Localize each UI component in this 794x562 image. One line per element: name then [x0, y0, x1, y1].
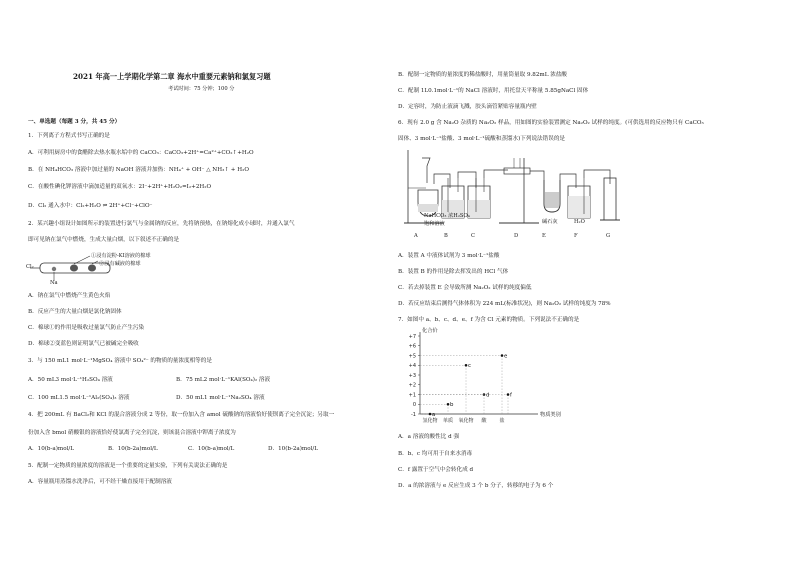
- y-tick-label: +1: [408, 392, 416, 399]
- q6-option-b: B．装置 B 的作用是除去挥发出的 HCl 气体: [398, 269, 509, 275]
- q6-fig-reagent4: H₂O: [574, 219, 585, 225]
- q2-option-d: D．棉球②变蓝色则证明氯气已被碱完全吸收: [28, 341, 139, 347]
- x-category-label: 单质: [442, 418, 454, 424]
- q3-option-d: D．50 mL1 mol·L⁻¹Na₂SO₄ 溶液: [176, 395, 265, 401]
- q4-option-d: D．10(b-2a)mol/L: [268, 446, 318, 452]
- fig-letter-c: C: [471, 233, 475, 239]
- q1-option-d: D．Cl₂ 通入水中：Cl₂+H₂O ⇌ 2H⁺+Cl⁻+ClO⁻: [28, 203, 153, 209]
- point-label-d: d: [486, 392, 490, 399]
- q7-option-d: D．a 的浓溶液与 e 反应生成 3 个 b 分子，转移的电子为 6 个: [398, 483, 554, 489]
- y-axis-label: 化合价: [422, 328, 438, 334]
- q6-fig-reagent1: NaHCO₃ 浓H₂SO₄: [424, 213, 470, 219]
- fig-letter-d: D: [514, 233, 519, 239]
- y-tick-label: 0: [412, 402, 416, 409]
- y-tick-label: -1: [411, 411, 416, 418]
- point-label-a: a: [432, 411, 436, 418]
- q1-option-b: B．在 NH₄HCO₃ 溶液中加过量的 NaOH 溶液并加热：NH₄⁺ + OH⁻ △ NH₃↑ + H₂O: [28, 167, 249, 173]
- point-a: [429, 413, 432, 416]
- q2-fig-label1: ①浸有淀粉-KI溶液的棉球: [91, 253, 151, 259]
- apparatus-c: [468, 178, 490, 218]
- q6-stem-2: 固体、3 mol·L⁻¹盐酸、3 mol·L⁻¹硫酸和蒸馏水)下列说法错误的是: [398, 136, 566, 142]
- q2-stem-1: 2．某兴趣小组设计如图所示的装置进行氯气与金属钠的反应，先将钠预热，在钠熔化成小球时，并通入氯气: [28, 221, 295, 227]
- point-c: [465, 364, 468, 367]
- cotton-ball-1: [70, 265, 78, 272]
- q3-stem: 3．与 150 mL1 mol·L⁻¹MgSO₄ 溶液中 SO₄²⁻ 的物质的量浓度相等的是: [28, 358, 212, 364]
- apparatus-d: [499, 158, 539, 223]
- apparatus-f: [568, 178, 590, 218]
- q4-option-b: B．10(b-2a)mol/L: [108, 446, 158, 452]
- q4-option-c: C．10(b-a)mol/L: [188, 446, 235, 452]
- q7-stem: 7．如图中 a、b、c、d、e、f 为含 Cl 元素的物质。下列说法不正确的是: [398, 317, 580, 323]
- q5-option-c: C．配制 1L0.1mol·L⁻¹的 NaCl 溶液时，用托盘天平称量 5.85gNaCl 固体: [398, 88, 589, 94]
- q6-option-a: A．装置 A 中液体试剂为 3 mol·L⁻¹盐酸: [398, 253, 500, 259]
- y-tick-label: +2: [408, 382, 416, 389]
- q2-stem-2: 即可见钠在氯气中燃烧，生成大量白烟，以下叙述不正确的是: [28, 237, 180, 243]
- section-heading: 一、单选题（每题 3 分，共 45 分）: [28, 119, 121, 125]
- q5-stem: 5．配制一定物质的量浓度的溶液是一个重要的定量实验，下列有关说法正确的是: [28, 463, 228, 469]
- label2-pointer: [92, 261, 98, 264]
- q4-stem-2: 份加入含 bmol 硝酸银的溶液恰好使氯离子完全沉淀，则该混合溶液中钾离子浓度为: [28, 430, 236, 436]
- page-title: 2021 年高一上学期化学第二章 海水中重要元素钠和氯复习题: [73, 72, 271, 81]
- y-tick-label: +4: [408, 363, 416, 370]
- apparatus-e: [544, 180, 560, 212]
- y-tick-label: +3: [408, 372, 416, 379]
- point-f: [507, 392, 512, 399]
- point-label-b: b: [450, 402, 454, 409]
- x-category-label: 盐: [499, 418, 505, 424]
- q7-option-b: B．b、c 均可用于自来水消毒: [398, 451, 473, 457]
- q2-option-b: B．反应产生的大量白烟是氯化钠固体: [28, 309, 122, 315]
- q2-option-a: A．钠在氯气中燃烧产生黄色火焰: [28, 293, 111, 299]
- q6-option-c: C．若去掉装置 E 会导致所测 Na₂O₂ 试样的纯度偏低: [398, 285, 532, 291]
- q4-stem-1: 4．把 200mL 有 BaCl₂和 KCl 的混合溶液分成 2 等份，取一份加入含 amol 硫酸钠的溶液恰好使钡离子完全沉淀；另取一: [28, 412, 335, 418]
- q7-valence-chart: [398, 326, 568, 430]
- q5-option-b: B．配制一定物质的量浓度的稀盐酸时，用量筒量取 9.82mL 浓盐酸: [398, 72, 567, 78]
- y-tick-label: +6: [408, 343, 416, 350]
- q2-fig-cl2: Cl₂: [26, 264, 34, 270]
- x-category-label: 酸: [481, 418, 487, 424]
- fig-letter-e: E: [542, 233, 546, 239]
- fig-letter-f: F: [574, 233, 578, 239]
- q1-option-a: A．可利用厨房中的食醋除去热水瓶水垢中的 CaCO₃：CaCO₃+2H⁺=Ca²⁺+CO₂↑+H₂O: [28, 150, 254, 156]
- point-label-e: e: [504, 353, 508, 360]
- x-axis-label: 物质类别: [540, 412, 561, 418]
- q2-fig-na: Na: [50, 280, 58, 286]
- q5-option-d: D．定容时，为防止液滴飞溅，胶头滴管紧贴容量瓶内壁: [398, 104, 537, 110]
- apparatus-b: [442, 178, 464, 218]
- cotton-ball-2: [88, 265, 96, 272]
- point-label-c: c: [468, 363, 471, 370]
- q6-fig-reagent2: 饱和溶液: [424, 221, 445, 227]
- point-label-f: f: [510, 392, 512, 399]
- x-category-label: 氢化物: [422, 418, 438, 424]
- q4-option-a: A．10(b-a)mol/L: [28, 446, 74, 452]
- y-tick-label: +7: [408, 333, 416, 340]
- q7-option-c: C．f 露置于空气中会转化成 d: [398, 467, 474, 473]
- q6-fig-reagent3: 碱石灰: [542, 219, 558, 225]
- q1-stem: 1．下列离子方程式书写正确的是: [28, 133, 110, 139]
- page-subtitle: 考试时间：75 分钟；100 分: [168, 86, 235, 92]
- q6-stem-1: 6．现有 2.0 g 含 Na₂O 杂质的 Na₂O₂ 样品，用如图的实验装置测定 Na₂O₂ 试样的纯度。(可供选用的反应物只有 CaCO₃: [398, 120, 704, 126]
- q1-option-c: C．在酸性碘化钾溶液中滴加适量的双氧水：2I⁻+2H⁺+H₂O₂=I₂+2H₂O: [28, 184, 212, 190]
- q7-option-a: A．a 溶液的酸性比 d 强: [398, 434, 460, 440]
- fig-letter-g: G: [606, 233, 611, 239]
- q6-option-d: D．若反应结束后测得气体体积为 224 mL(标准状况)，则 Na₂O₂ 试样的纯度为 78%: [398, 301, 611, 307]
- q2-fig-label2: ②浸有碱液的棉球: [99, 261, 141, 267]
- y-tick-label: +5: [408, 353, 416, 360]
- fig-letter-b: B: [444, 233, 448, 239]
- apparatus-g: [600, 178, 620, 220]
- point-b: [447, 403, 450, 406]
- q6-fig-letter-row: [414, 233, 624, 241]
- q5-option-a: A．容量瓶用蒸馏水洗净后，可不经干燥直接用于配制溶液: [28, 479, 172, 485]
- q2-option-c: C．棉球①的作用是吸收过量氯气防止产生污染: [28, 325, 145, 331]
- sodium-ball: [52, 267, 56, 271]
- point-e: [501, 354, 504, 357]
- q3-option-a: A．50 mL3 mol·L⁻¹H₂SO₄ 溶液: [28, 377, 113, 383]
- q3-option-b: B．75 mL2 mol·L⁻¹KAl(SO₄)₂ 溶液: [176, 377, 271, 383]
- x-category-label: 氧化物: [458, 418, 474, 424]
- fig-letter-a: A: [414, 233, 418, 239]
- q3-option-c: C．100 mL1.5 mol·L⁻¹Al₂(SO₄)₃ 溶液: [28, 395, 130, 401]
